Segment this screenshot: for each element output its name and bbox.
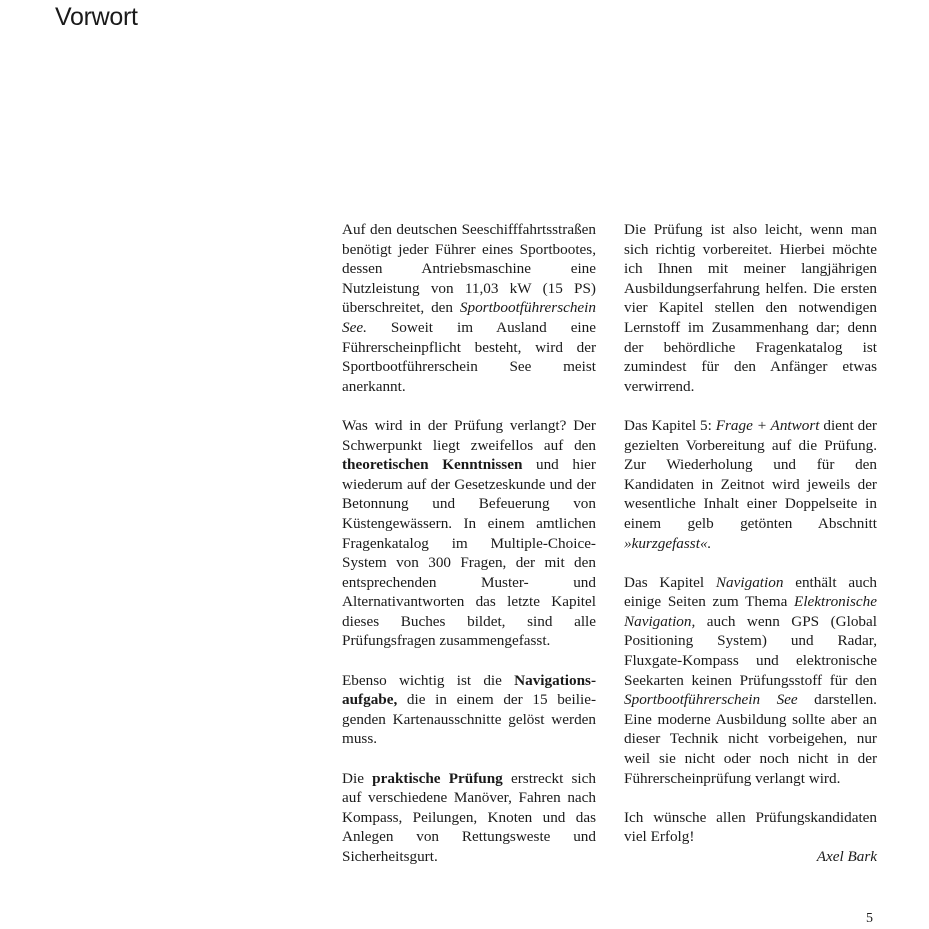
left-text-column [342,220,596,867]
text-run: Soweit im Ausland eine Führerscheinpflicht besteht, wird der Sportbootführerschein See meist anerkannt. [342,318,596,395]
text-run: auch wenn GPS (Global Positioning System) und Radar, Fluxgate-Kompass und elektronische Seekarten keinen Prüfungsstoff für den [624,612,877,689]
author-signature: Axel Bark [816,848,877,865]
bold-run: Navigationsaufgabe, [342,671,596,709]
italic-run: Sportbootführerschein See [624,691,798,709]
paragraph [624,416,877,553]
paragraph [624,220,877,396]
text-run: Was wird in der Prüfung verlangt? Der Schwerpunkt liegt zweifellos auf den [342,416,596,454]
text-run: die in einem der 15 beiliegenden Kartenausschnitte gelöst werden muss. [342,691,596,748]
text-run: Ich wünsche allen Prüfungskandidaten viel Erfolg! [624,808,877,846]
paragraph [342,220,596,396]
text-run: Das Kapitel [624,573,716,591]
text-run: und hier wiederum auf der Gesetzeskunde und der Betonnung und Befeuerung von Küstengewässern. In einem amtlichen Fragenkatalog im Multiple-Choice-System von 300 Fragen, der mit den entsprechenden Muster- und Alternativantworten das letzte Kapitel dieses Buches bildet, sind alle Prüfungsfragen zusammengefasst. [342,456,596,650]
text-run: Die [342,769,373,787]
paragraph [624,573,877,789]
text-run: enthält auch einige Seiten zum Thema [624,573,878,611]
italic-run: Navigation [715,573,784,591]
page-heading: Vorwort [55,3,138,31]
text-run: dient der gezielten Vorbereitung auf die Prüfung. Zur Wiederholung und für den Kandidaten in Zeitnot wird jeweils der wesentliche Inhalt einer Doppelseite in einem gelb getönten Abschnitt [624,416,877,532]
page-number: 5 [866,911,873,926]
paragraph [342,416,596,651]
text-run: darstellen. Eine moderne Ausbildung sollte aber an dieser Technik nicht vorbeigehen, nur weil sie nicht oder noch nicht in der Führerscheinprüfung verlangt wird. [624,691,877,787]
bold-run: praktische Prüfung [372,769,503,787]
bold-run: theoretischen Kenntnissen [342,456,523,474]
right-text-column [624,220,877,886]
text-run: Auf den deutschen Seeschifffahrtsstraßen benötigt jeder Führer eines Sportbootes, dessen Antriebsmaschine eine Nutzleistung von 11,03 kW (15 PS) überschreitet, den [342,221,596,317]
paragraph [342,769,596,867]
italic-run: Frage + Antwort [715,416,820,434]
text-run: erstreckt sich auf verschiedene Manöver, Fahren nach Kompass, Peilungen, Knoten und das Anlegen von Rettungsweste und Sicherheitsgurt. [342,769,596,865]
paragraph [624,808,877,847]
text-run: Das Kapitel 5: [624,416,716,434]
italic-run: Elektronische Navigation, [624,593,877,630]
italic-run: Sportbootführerschein See. [342,299,596,336]
text-run: Die Prüfung ist also leicht, wenn man sich richtig vorbereitet. Hierbei möchte ich Ihnen mit meiner langjährigen Ausbildungserfahrung helfen. Die ersten vier Kapitel stellen den notwendigen Lernstoff im Zusammenhang dar; denn der behördliche Fragenkatalog ist zumindest für den Anfänger etwas verwirrend. [624,221,877,395]
italic-run: »kurzgefasst«. [624,534,712,552]
text-run: Ebenso wichtig ist die [342,671,515,689]
paragraph [342,671,596,749]
